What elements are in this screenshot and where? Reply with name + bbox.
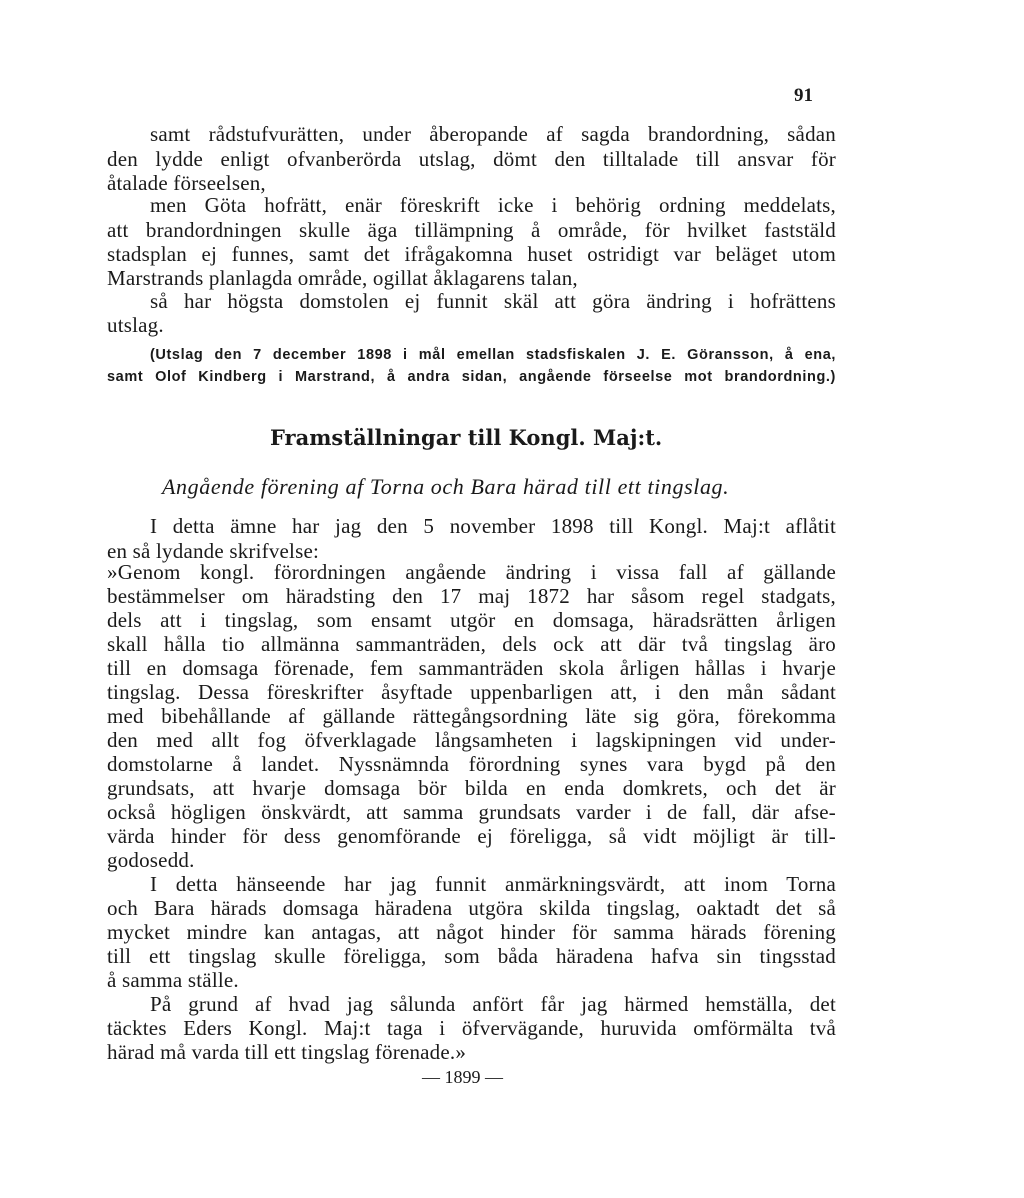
text-line: att brandordningen skulle äga tillämpning å område, för hvilket faststäld (107, 218, 836, 242)
text-line: godosedd. (107, 848, 195, 872)
text-line: den lydde enligt ofvanberörda utslag, dömt den tilltalade till ansvar för (107, 147, 836, 171)
text-line: mycket mindre kan antagas, att något hinder för samma härads förening (107, 920, 836, 944)
text-line: På grund af hvad jag sålunda anfört får jag härmed hemställa, det (150, 992, 836, 1016)
text-line: men Göta hofrätt, enär föreskrift icke i behörig ordning meddelats, (150, 193, 836, 217)
text-line: tingslag. Dessa föreskrifter åsyftade uppenbarligen att, i den mån sådant (107, 680, 836, 704)
text-line: och Bara härads domsaga häradena utgöra skilda tingslag, oaktadt det så (107, 896, 836, 920)
text-line: dels att i tingslag, som ensamt utgör en domsaga, häradsrätten årligen (107, 608, 836, 632)
text-line: å samma ställe. (107, 968, 239, 992)
text-line: utslag. (107, 313, 164, 337)
text-line: den med allt fog öfverklagade långsamheten i lagskipningen vid under- (107, 728, 836, 752)
text-line: samt rådstufvurätten, under åberopande af sagda brandordning, sådan (150, 122, 836, 146)
text-line: åtalade förseelsen, (107, 171, 266, 195)
text-line: stadsplan ej funnes, samt det ifrågakomna huset ostridigt var beläget utom (107, 242, 836, 266)
text-line: grundsats, att hvarje domsaga bör bilda en enda domkrets, och det är (107, 776, 836, 800)
section-title: Framställningar till Kongl. Maj:t. (270, 425, 663, 450)
text-line: till en domsaga förenade, fem sammanträden skola årligen hållas i hvarje (107, 656, 836, 680)
text-line: till ett tingslag skulle föreligga, som båda häradena hafva sin tingsstad (107, 944, 836, 968)
text-line: domstolarne å landet. Nyssnämnda förordning synes vara bygd på den (107, 752, 836, 776)
text-line: så har högsta domstolen ej funnit skäl att göra ändring i hofrättens (150, 289, 836, 313)
text-line: en så lydande skrifvelse: (107, 539, 320, 563)
text-line: härad må varda till ett tingslag förenade.» (107, 1040, 467, 1064)
text-line: Marstrands planlagda område, ogillat åklagarens talan, (107, 266, 578, 290)
text-line: värda hinder för dess genomförande ej föreligga, så vidt möjligt är till- (107, 824, 836, 848)
note-line: samt Olof Kindberg i Marstrand, å andra sidan, angående förseelse mot brandordning.) (107, 369, 836, 385)
text-line: också högligen önskvärdt, att samma grundsats varder i de fall, där afse- (107, 800, 836, 824)
text-line: I detta ämne har jag den 5 november 1898 till Kongl. Maj:t aflåtit (150, 514, 836, 538)
page-number: 91 (794, 85, 813, 106)
note-line: (Utslag den 7 december 1898 i mål emellan stadsfiskalen J. E. Göransson, å ena, (150, 347, 836, 363)
text-line: täcktes Eders Kongl. Maj:t taga i öfvervägande, huruvida omförmälta två (107, 1016, 836, 1040)
text-line: med bibehållande af gällande rättegångsordning läte sig göra, förekomma (107, 704, 836, 728)
text-line: skall hålla tio allmänna sammanträden, dels ock att där två tingslag äro (107, 632, 836, 656)
text-line: »Genom kongl. förordningen angående ändring i vissa fall af gällande (107, 560, 836, 584)
year-marker: — 1899 — (422, 1067, 503, 1087)
section-subtitle: Angående förening af Torna och Bara härad till ett tingslag. (162, 474, 730, 499)
text-line: I detta hänseende har jag funnit anmärkningsvärdt, att inom Torna (150, 872, 836, 896)
text-line: bestämmelser om häradsting den 17 maj 1872 har såsom regel stadgats, (107, 584, 836, 608)
